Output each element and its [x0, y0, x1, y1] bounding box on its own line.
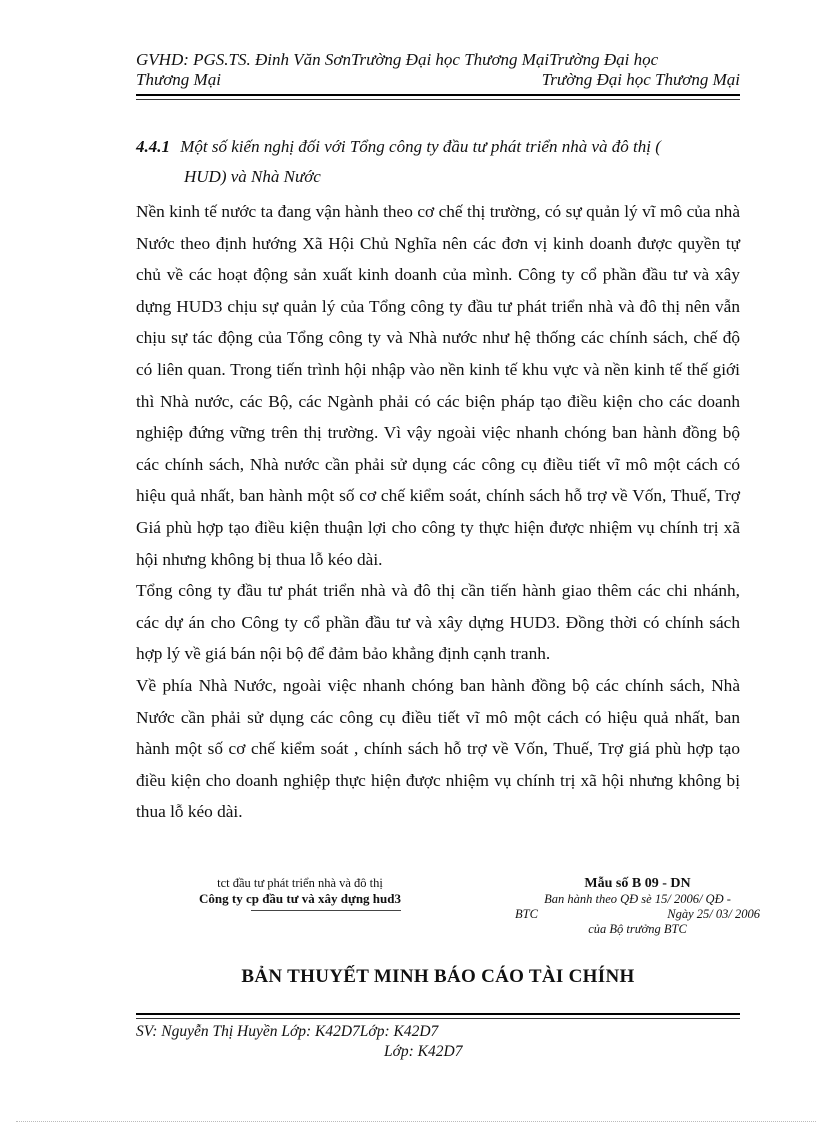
issued-by-line-2	[515, 907, 760, 922]
section-title: Một số kiến nghị đối với Tổng công ty đầu tư phát triển nhà và đô thị (	[180, 137, 661, 156]
form-info-block	[515, 876, 760, 937]
page-footer	[136, 1022, 740, 1062]
company-block	[150, 876, 450, 911]
header-line-1: GVHD: PGS.TS. Đinh Văn SơnTrường Đại học Thương MạiTrường Đại học	[136, 50, 659, 69]
page-header	[136, 50, 740, 90]
issued-by-line-1: Ban hành theo QĐ sè 15/ 2006/ QĐ -	[544, 892, 731, 906]
header-rule-thin	[136, 99, 740, 100]
header-rule-thick	[136, 94, 740, 96]
page-bottom-edge	[16, 1121, 816, 1122]
body-text	[136, 196, 740, 828]
issued-by-date: Ngày 25/ 03/ 2006	[667, 907, 760, 921]
issued-by-line-3: của Bộ trưởng BTC	[588, 922, 687, 936]
report-title: BẢN THUYẾT MINH BÁO CÁO TÀI CHÍNH	[241, 966, 635, 987]
paragraph-2: Tổng công ty đầu tư phát triển nhà và đô thị cần tiến hành giao thêm các chi nhánh, các dự án cho Công ty cổ phần đầu tư và xây dựng HUD3. Đồng thời có chính sách hợp lý về giá bán nội bộ để đảm bảo khẳng định cạnh tranh.	[136, 581, 740, 664]
footer-line-1: SV: Nguyễn Thị Huyền Lớp: K42D7Lớp: K42D7	[136, 1023, 439, 1040]
header-line-2-left: Thương Mại	[136, 70, 221, 89]
footer-rule-thick	[136, 1013, 740, 1015]
header-line-2-right: Trường Đại học Thương Mại	[541, 70, 740, 89]
section-heading	[136, 132, 746, 192]
issued-by-left: BTC	[515, 907, 538, 921]
footer-rule-thin	[136, 1018, 740, 1019]
paragraph-1: Nền kinh tế nước ta đang vận hành theo cơ chế thị trường, có sự quản lý vĩ mô của nhà Nước theo định hướng Xã Hội Chủ Nghĩa nên các đơn vị kinh doanh được quyền tự chủ về các hoạt động sản xuất kinh doanh của mình. Công ty cổ phần đầu tư và xây dựng HUD3 chịu sự quản lý của Tổng công ty đầu tư phát triển nhà và đô thị nên vẫn chịu sự tác động của Tổng công ty và Nhà nước như hệ thống các chính sách, chế độ có liên quan. Trong tiến trình hội nhập vào nền kinh tế khu vực và nền kinh tế thế giới thì Nhà nước, các Bộ, các Ngành phải có các biện pháp tạo điều kiện cho các doanh nghiệp đứng vững trên thị trường. Vì vậy ngoài việc nhanh chóng ban hành đồng bộ các chính sách, Nhà nước cần phải sử dụng các công cụ điều tiết vĩ mô một cách có hiệu quả nhất, ban hành một số cơ chế kiểm soát, chính sách hỗ trợ về Vốn, Thuế, Trợ Giá phù hợp tạo điều kiện thuận lợi cho công ty thực hiện được nhiệm vụ chính trị xã hội nhưng không bị thua lỗ kéo dài.	[136, 202, 740, 569]
parent-org: tct đầu tư phát triển nhà và đô thị	[217, 876, 383, 890]
form-number: Mẫu số B 09 - DN	[584, 876, 691, 891]
section-number: 4.4.1	[136, 137, 170, 156]
header-line-2	[136, 70, 740, 90]
company-name: Công ty cp đầu tư và xây dựng hud3	[199, 891, 401, 906]
company-underline	[251, 910, 401, 911]
footer-line-2: Lớp: K42D7	[384, 1043, 463, 1060]
paragraph-3: Về phía Nhà Nước, ngoài việc nhanh chóng ban hành đồng bộ các chính sách, Nhà Nước cần phải sử dụng các công cụ điều tiết vĩ mô một cách có hiệu quả nhất, ban hành một số cơ chế kiểm soát , chính sách hỗ trợ về Vốn, Thuế, Trợ giá phù hợp tạo điều kiện cho doanh nghiệp thực hiện được nhiệm vụ chính trị xã hội nhưng không bị thua lỗ kéo dài.	[136, 675, 740, 822]
section-title-continued: HUD) và Nhà Nước	[184, 167, 321, 186]
